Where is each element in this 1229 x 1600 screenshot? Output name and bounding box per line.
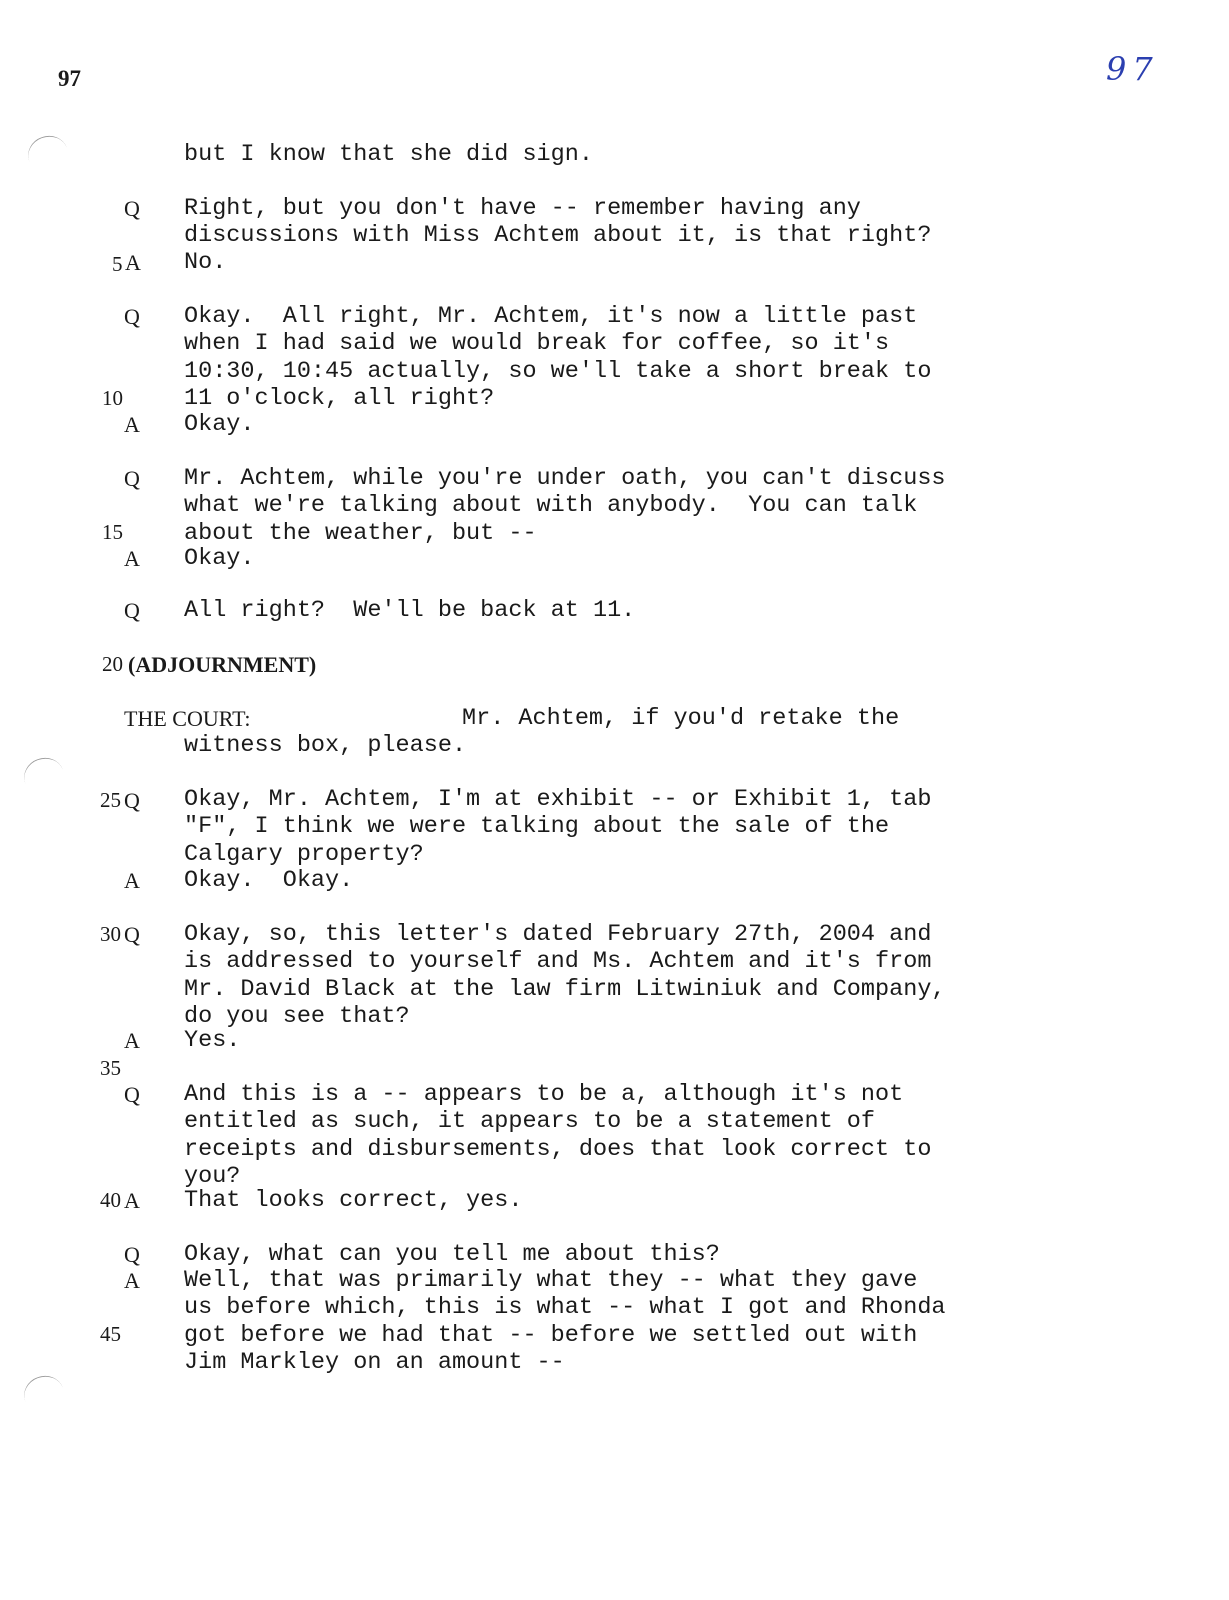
transcript-text: Okay, what can you tell me about this? bbox=[184, 1241, 720, 1268]
line-number: 35 bbox=[100, 1056, 121, 1080]
line-number: 5 bbox=[112, 252, 123, 276]
transcript-text: Okay. bbox=[184, 411, 255, 438]
speaker-label: A bbox=[124, 546, 140, 571]
binder-hole-mark bbox=[19, 1370, 69, 1418]
line-number: 45 bbox=[100, 1322, 121, 1346]
speaker-label: A bbox=[124, 868, 140, 893]
transcript-text: No. bbox=[184, 249, 227, 276]
binder-hole-mark bbox=[19, 752, 69, 800]
transcript-text: Mr. Achtem, if you'd retake the witness box, please. bbox=[184, 705, 900, 760]
speaker-label: Q bbox=[124, 304, 140, 329]
speaker-label: A bbox=[124, 1028, 140, 1053]
transcript-text: Well, that was primarily what they -- what they gave us before which, this is what -- what I got and Rhonda got before we had that -- before we settled out with Jim Markley on an amount -- bbox=[184, 1267, 946, 1377]
transcript-text: All right? We'll be back at 11. bbox=[184, 597, 636, 624]
line-number: 15 bbox=[102, 520, 123, 544]
speaker-label: Q bbox=[124, 1082, 140, 1107]
speaker-label: Q bbox=[124, 196, 140, 221]
binder-hole-mark bbox=[23, 130, 73, 178]
speaker-label: Q bbox=[124, 1242, 140, 1267]
transcript-text: And this is a -- appears to be a, although it's not entitled as such, it appears to be a statement of receipts and disbursements, does that look correct to you? bbox=[184, 1081, 932, 1191]
speaker-label: A bbox=[124, 1268, 140, 1293]
transcript-text: That looks correct, yes. bbox=[184, 1187, 523, 1214]
line-number: 40 bbox=[100, 1188, 121, 1212]
handwritten-page-number: 97 bbox=[1106, 50, 1159, 88]
transcript-text: Okay. All right, Mr. Achtem, it's now a little past when I had said we would break for coffee, so it's 10:30, 10:45 actually, so we'll take a short break to 11 o'clock, all right? bbox=[184, 303, 932, 413]
adjournment-label: (ADJOURNMENT) bbox=[128, 652, 317, 677]
transcript-text: Okay. Okay. bbox=[184, 867, 354, 894]
transcript-text: Yes. bbox=[184, 1027, 241, 1054]
speaker-label: A bbox=[124, 412, 140, 437]
speaker-label: Q bbox=[124, 598, 140, 623]
line-number: 20 bbox=[102, 652, 123, 676]
line-number: 25 bbox=[100, 788, 121, 812]
transcript-text: but I know that she did sign. bbox=[184, 141, 593, 168]
page-number: 97 bbox=[58, 66, 81, 91]
transcript-text: Right, but you don't have -- remember having any discussions with Miss Achtem about it, is that right? bbox=[184, 195, 932, 250]
transcript-text: Okay, Mr. Achtem, I'm at exhibit -- or Exhibit 1, tab "F", I think we were talking about the sale of the Calgary property? bbox=[184, 786, 932, 868]
speaker-label: Q bbox=[124, 466, 140, 491]
speaker-label: Q bbox=[124, 922, 140, 947]
transcript-text: Okay, so, this letter's dated February 27th, 2004 and is addressed to yourself and Ms. Achtem and it's from Mr. David Black at the law firm Litwiniuk and Company, do you see that? bbox=[184, 921, 946, 1031]
transcript-text: Mr. Achtem, while you're under oath, you can't discuss what we're talking about with anybody. You can talk about the weather, but -- bbox=[184, 465, 946, 547]
transcript-text: Okay. bbox=[184, 545, 255, 572]
line-number: 30 bbox=[100, 922, 121, 946]
speaker-label: Q bbox=[124, 788, 140, 813]
speaker-label: THE COURT: bbox=[124, 706, 251, 731]
line-number: 10 bbox=[102, 386, 123, 410]
speaker-label: A bbox=[125, 250, 141, 275]
speaker-label: A bbox=[124, 1188, 140, 1213]
